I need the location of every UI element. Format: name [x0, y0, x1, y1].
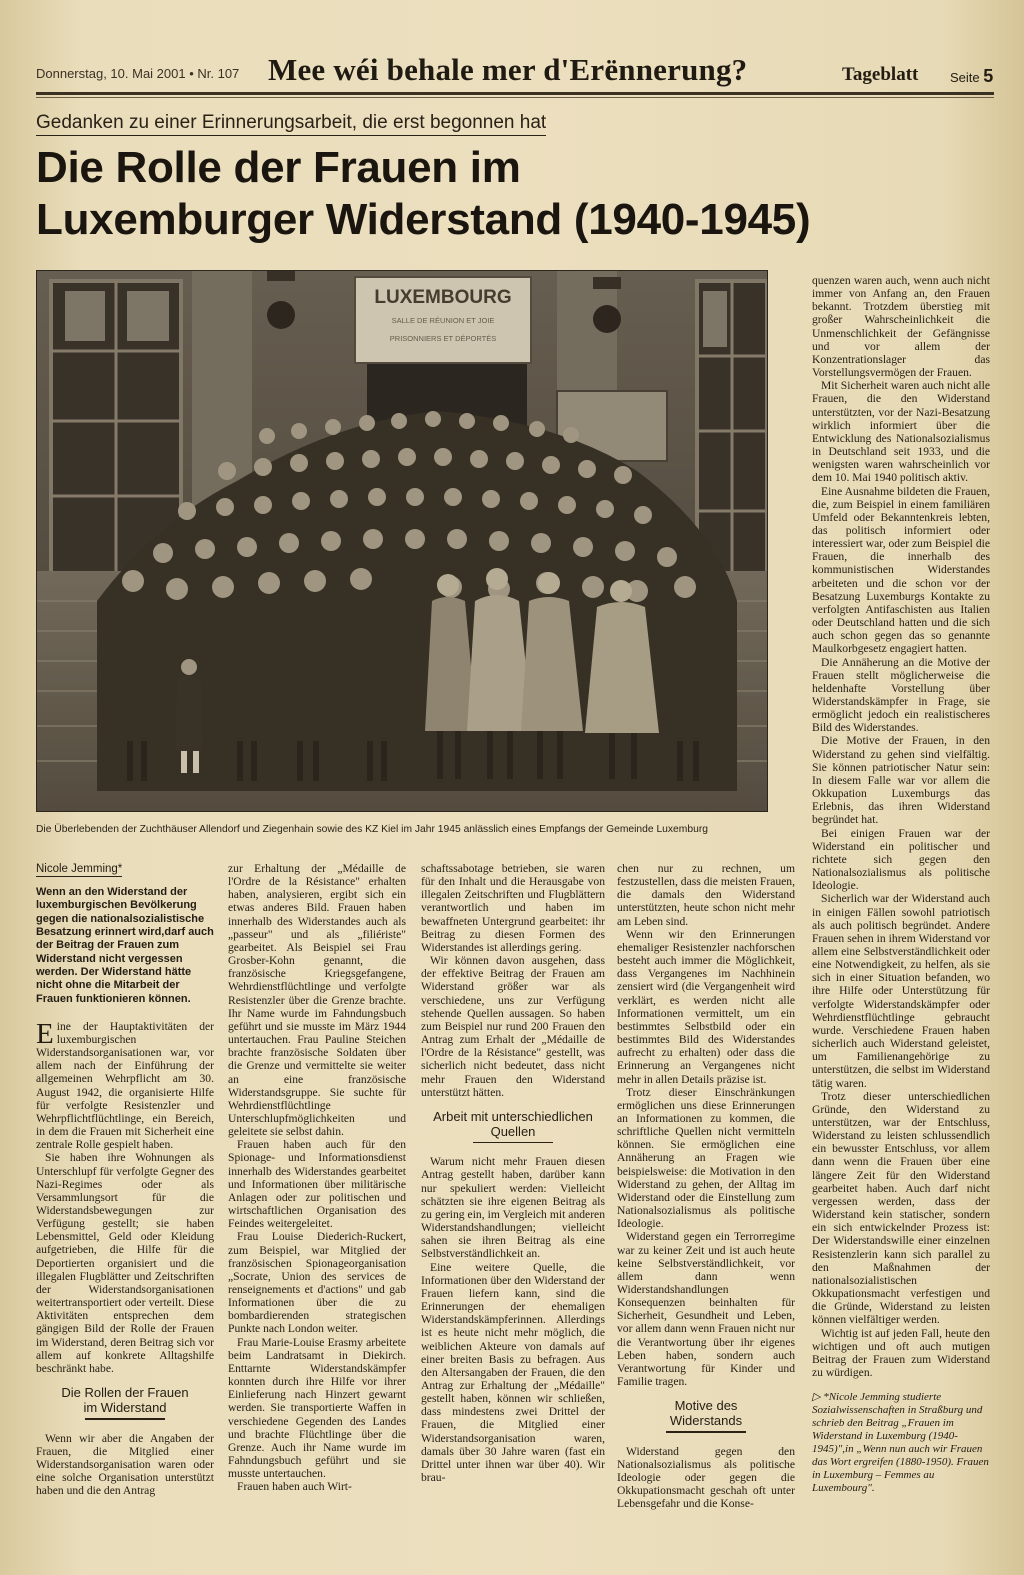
page-number: [950, 66, 993, 87]
paragraph: Bei einigen Frauen war der Widerstand ein politischer und richtete sich gegen den Nationalsozialismus als politische Ideologie.: [812, 826, 990, 893]
photo-sign-line-2: SALLE DE RÉUNION ET JOIE: [391, 316, 495, 325]
page-prefix: Seite: [950, 70, 980, 85]
series-title: Mee wéi behale mer d'Erënnerung?: [268, 52, 748, 87]
paragraph: Widerstand gegen den Nationalsozialismus als politische Ideologie oder gegen die Okkupationsmacht geschah oft unter Lebensgefahr und die Konse-: [617, 1444, 795, 1511]
paragraph: Sicherlich war der Widerstand auch in einigen Fällen sowohl patriotisch als auch politisch begründet. Andere Frauen sehen in ihrem Widerstand vor allem eine Selbstverständlichkeit oder eine Notwendigkeit, zu helfen, als sie sich in einer Situation befanden, wo ihre Hilfe oder Unterstützung für verfolgte Widerstandskämpfer oder Wehrdienstflüchtlinge gebraucht wurde. Verschiedene Frauen haben sicherlich auch Widerstand geleistet, um Familienangehörige zu unterstützen, die selbst im Widerstand tätig waren.: [812, 892, 990, 1090]
article-photo: [36, 270, 768, 812]
page-number-value: 5: [983, 66, 994, 86]
author-byline: Nicole Jemming*: [36, 863, 122, 877]
drop-cap: E: [36, 1017, 54, 1050]
article-column-5: [812, 274, 990, 1495]
subheading-line-1: Die Rollen der Frauen: [61, 1385, 189, 1401]
article-column-3: [421, 862, 605, 1484]
paragraph: Wenn wir den Erinnerungen ehemaliger Resistenzler nachforschen besteht auch immer die Möglichkeit, dass Vergangenes im Nachhinein zensiert wird (die Vergangenheit wird verklärt, es werden nicht alle Informationen vermittelt, um ein bestimmtes Selbstbild oder ein bestimmtes Bild des Widerstandes aufrecht zu erhalten) oder dass die Erinnerung an Vergangenes nicht mehr in allen Details präzise ist.: [617, 927, 795, 1086]
paragraph: Mit Sicherheit waren auch nicht alle Frauen, die den Widerstand unterstützten, vor der Nazi-Besatzung wirklich informiert über die Entwicklung des Nationalsozialismus in Deutschland seit 1933, und die wenigsten waren wahrscheinlich vor dem 10. Mai 1940 politisch aktiv.: [812, 379, 990, 485]
paragraph: Wenn wir aber die Angaben der Frauen, die Mitglied einer Widerstandsorganisation waren oder eine solche Organisation unterstützt haben und die den Antrag: [36, 1431, 214, 1498]
masthead-rule-thin: [36, 97, 994, 98]
subheading-line-2: Widerstands: [669, 1413, 743, 1429]
paragraph: Die Annäherung an die Motive der Frauen stellt möglicherweise die heldenhafte Vorstellung über Widerstandskämpfer in Frage, sie ermöglicht jedoch ein realistischeres Bild des Widerstandes.: [812, 655, 990, 735]
masthead-rule: [36, 92, 994, 95]
subheading-line-1: Arbeit mit unterschiedlichen: [433, 1108, 593, 1124]
paragraph: Eine Ausnahme bildeten die Frauen, die, zum Beispiel in einem familiären Umfeld oder Bekanntenkreis lebten, das politisch informiert oder interessiert war, oder zum Beispiel die Frauen, die innerhalb des kommunistischen Widerstandes arbeiteten und die schon vor der Besatzung Luxemburgs Kontakte zu verfolgten Antifaschisten aus Italien oder Deutschland hatten und die sich auch schon gegen das so genannte Maulkorbgesetz engagiert hatten.: [812, 484, 990, 656]
paragraph: Wichtig ist auf jeden Fall, heute den wichtigen und oft auch mutigen Beitrag der Frauen zum Widerstand zu würdigen.: [812, 1326, 990, 1379]
newspaper-name: Tageblatt: [842, 64, 919, 85]
bleed-through-text: [818, 118, 1008, 258]
paragraph: Frauen haben auch für den Spionage- und Informationsdienst innerhalb des Widerstandes gearbeitet und Informationen über militärische Anlagen oder zur politischen und wirtschaftlichen Organisation des Feindes weitergeleitet.: [228, 1138, 406, 1231]
subheading-rule: [85, 1418, 165, 1420]
subheading-line-2: Quellen: [490, 1123, 536, 1139]
paragraph: Trotz dieser Einschränkungen ermöglichen uns diese Erinnerungen an Informationen zu kommen, die schriftliche Quellen nicht vermitteln können. Sie ermöglichen eine Annäherung an Fragen wie beispielsweise: die Motivation in den Widerstand zu gehen, der Alltag im Widerstand oder die Einstellung zum Nationalsozialismus als politische Ideologie.: [617, 1085, 795, 1231]
masthead: [36, 52, 994, 94]
article-column-2: [228, 862, 406, 1494]
paragraph: Eine weitere Quelle, die Informationen über den Widerstand der Frauen liefern kann, sind die Erinnerungen der ehemaligen Widerstandskämpferinnen. Allerdings ist es heute nicht mehr möglich, die weiblichen Akteure von damals auf einer breiten Basis zu befragen. Aus den Altersangaben der Frauen, die den Antrag zur Erhaltung der „Médaille" gestellt haben, können wir schließen, dass mindestens zwei Drittel der Frauen, die Mitglied einer Widerstandsorganisation waren, damals über 30 Jahre waren (fast ein Drittel unter ihnen war über 40). Wir brau-: [421, 1260, 605, 1485]
article-column-1: [36, 862, 214, 1497]
paragraph: [36, 1017, 214, 1152]
photo-sign-title: LUXEMBOURG: [374, 287, 512, 308]
photo-sign-line-3: PRISONNIERS ET DÉPORTÉS: [389, 334, 497, 343]
article-headline: [36, 142, 836, 246]
issue-date: Donnerstag, 10. Mai 2001 • Nr. 107: [36, 66, 240, 81]
paragraph: Frauen haben auch Wirt-: [237, 1480, 352, 1494]
subheading-line-2: im Widerstand: [83, 1400, 167, 1416]
article-column-4: [617, 862, 795, 1511]
subheading-roles: [36, 1385, 214, 1420]
photo-caption: Die Überlebenden der Zuchthäuser Allendorf und Ziegenhain sowie des KZ Kiel im Jahr 1945 anlässlich eines Empfangs der Gemeinde Luxemburg: [36, 824, 708, 835]
paragraph: Sie haben ihre Wohnungen als Unterschlupf für verfolgte Gegner des Nazi-Regimes oder als Versammlungsort für die Widerstandsbewegungen zur Verfügung gestellt; sie haben Lebensmittel, Geld oder Kleidung aufgetrieben, die Hilfe für die Deportierten organisiert und die illegalen Flugblätter und Zeitschriften der Widerstandsorganisationen weitertransportiert oder verteilt. Diese Aktivitäten entsprechen dem gängigen Bild der Rolle der Frauen im Widerstand, deren Beitrag sich vor allem auf konkrete Alltagshilfe beschränkt habe.: [36, 1151, 214, 1375]
paragraph: Warum nicht mehr Frauen diesen Antrag gestellt haben, darüber kann nur spekuliert werden: Vielleicht schätzten sie ihre eigenen Beitrag als zu gering ein, im Vergleich mit anderen Widerstandshandlungen; vielleicht sahen sie ihren Beitrag als eine Selbstverständlichkeit an.: [421, 1155, 605, 1261]
subheading-rule: [666, 1431, 746, 1433]
paragraph: chen nur zu rechnen, um festzustellen, dass die meisten Frauen, die damals den Widerstand unterstützten, heute schon nicht mehr am Leben sind.: [617, 862, 795, 928]
headline-line-2: Luxemburger Widerstand (1940-1945): [36, 195, 811, 244]
subheading-motives: [617, 1398, 795, 1433]
paragraph: zur Erhaltung der „Médaille de l'Ordre de la Résistance" erhalten haben, analysieren, ergibt sich ein etwas anderes Bild. Frauen haben innerhalb des Widerstandes auch als „passeur" und als „filiériste" gearbeitet. Als Beispiel sei Frau Grosber-Kohn genannt, die französische Kriegsgefangene, Wehrdienstflüchtlinge und verfolgte Resistenzler über die Grenze brachte. Ihr Name wurde im Fahndungsbuch geführt und sie musste im März 1944 untertauchen. Frau Pauline Steichen brachte französische Soldaten über die Grenze und vermittelte sie weiter an eine französische Widerstandsgruppe. Sie suchte für Wehrdienstflüchtlinge Unterschlupfmöglichkeiten und geleitete sie selbst dahin.: [228, 862, 406, 1139]
paragraph: Frau Marie-Louise Erasmy arbeitete beim Landratsamt in Diekirch. Enttarnte Widerstandskämpfer konnten durch ihre Hilfe vor ihrer Einlieferung nach Hinzert gewarnt werden. Sie transportierte Waffen in verschiedene Gegenden des Landes und brachte Flüchtlinge über die Grenze. Auch ihr Name wurde im Fahndungsbuch geführt und sie musste untertauchen.: [228, 1335, 406, 1481]
subheading-rule: [473, 1142, 553, 1144]
paragraph: Trotz dieser unterschiedlichen Gründe, den Widerstand zu unterstützen, war der Entschluss, Widerstand zu leisten schlussendlich ein bewusster Entschluss, vor allem dann wenn die Frauen über eine längere Zeit für den Widerstand gearbeitet haben. Auch darf nicht vergessen werden, dass der Widerstand kein statischer, sondern ein sich entwickelnder Prozess ist: Der Widerstandswille einer einzelnen Resistenzlerin kann sich parallel zu den Maßnahmen der nationalsozialistischen Okkupationsmacht verfestigen und die Gründe, Widerstand zu leisten können vielfältiger werden.: [812, 1089, 990, 1327]
paragraph: Widerstand gegen ein Terrorregime war zu keiner Zeit und ist auch heute keine Selbstverständlichkeit, vor allem dann wenn Widerstandshandlungen Konsequenzen beinhalten für Sicherheit, Gesundheit und Leben, vor allem dann wenn Frauen nicht nur die Verantwortung über ihr eigenes Leben haben, sondern auch Verantwortung für Kinder und Familie tragen.: [617, 1230, 795, 1389]
paragraph-text: ine der Hauptaktivitäten der luxemburgischen Widerstandsorganisationen war, vor allem nach der Einführung der allgemeinen Wehrpflicht am 30. August 1942, die organisierte Hilfe für verfolgte Resistenzler und Wehrpflichtflüchtlinge, ein Bereich, in dem die Frauen mit Sicherheit eine zentrale Rolle gespielt haben.: [36, 1019, 214, 1152]
subheading-line-1: Motive des: [674, 1398, 738, 1414]
paragraph: Frau Louise Diederich-Ruckert, zum Beispiel, war Mitglied der französischen Spionageorganisation „Socrate, Union des services de renseignements et d'actions" und gab Informationen über die zu bombardierenden strategischen Punkte nach London weiter.: [228, 1230, 406, 1336]
paragraph: Wir können davon ausgehen, dass der effektive Beitrag der Frauen am Widerstand größer war als verschiedene, uns zur Verfügung stehende Quellen aussagen. So haben zum Beispiel nur rund 200 Frauen den Antrag zum Erhalt der „Médaille de l'Ordre de la Résistance" gestellt, was sicherlich nicht bedeutet, dass nicht mehr Frauen den Widerstand unterstützt hätten.: [421, 954, 605, 1099]
headline-line-1: Die Rolle der Frauen im: [36, 143, 521, 192]
paragraph: quenzen waren auch, wenn auch nicht immer von Anfang an, den Frauen bekannt. Trotzdem überstieg mit großer Wahrscheinlichkeit die Unmenschlichkeit der Gefängnisse und vor allem der Konzentrationslager das Vorstellungsvermögen der Frauen.: [812, 274, 990, 380]
paragraph: schaftssabotage betrieben, sie waren für den Inhalt und die Herausgabe von illegalen Zeitschriften und Flugblättern verantwortlich und haben im bewaffneten Untergrund gearbeitet: ihr Beitrag zu diesen Formen des Widerstandes ist allerdings gering.: [421, 862, 605, 954]
article-kicker: Gedanken zu einer Erinnerungsarbeit, die erst begonnen hat: [36, 112, 546, 136]
group-photo-illustration: [37, 271, 768, 812]
paragraph: Die Motive der Frauen, in den Widerstand zu gehen sind vielfältig. Sie können patriotischer Natur sein: In diesem Falle war vor allem die Okkupation Luxemburgs das Erlebnis, das ihren Widerstand begründet hat.: [812, 734, 990, 827]
article-lead: Wenn an den Widerstand der luxemburgischen Bevölkerung gegen die nationalsozialistische Besatzung erinnert wird,darf auch der Beitrag der Frauen zum Widerstand nicht vergessen werden. Der Widerstand hätte nicht ohne die Mitarbeit der Frauen funktionieren können.: [36, 886, 214, 1005]
author-bio: ▷ *Nicole Jemming studierte Sozialwissenschaften in Straßburg und schrieb den Beitrag „Frauen im Widerstand in Luxemburg (1940-1945)",in „Wenn nun auch wir Frauen das Wort ergreifen (1880-1950). Frauen in Luxemburg – Femmes au Luxembourg".: [812, 1391, 989, 1495]
subheading-sources: [421, 1109, 605, 1144]
